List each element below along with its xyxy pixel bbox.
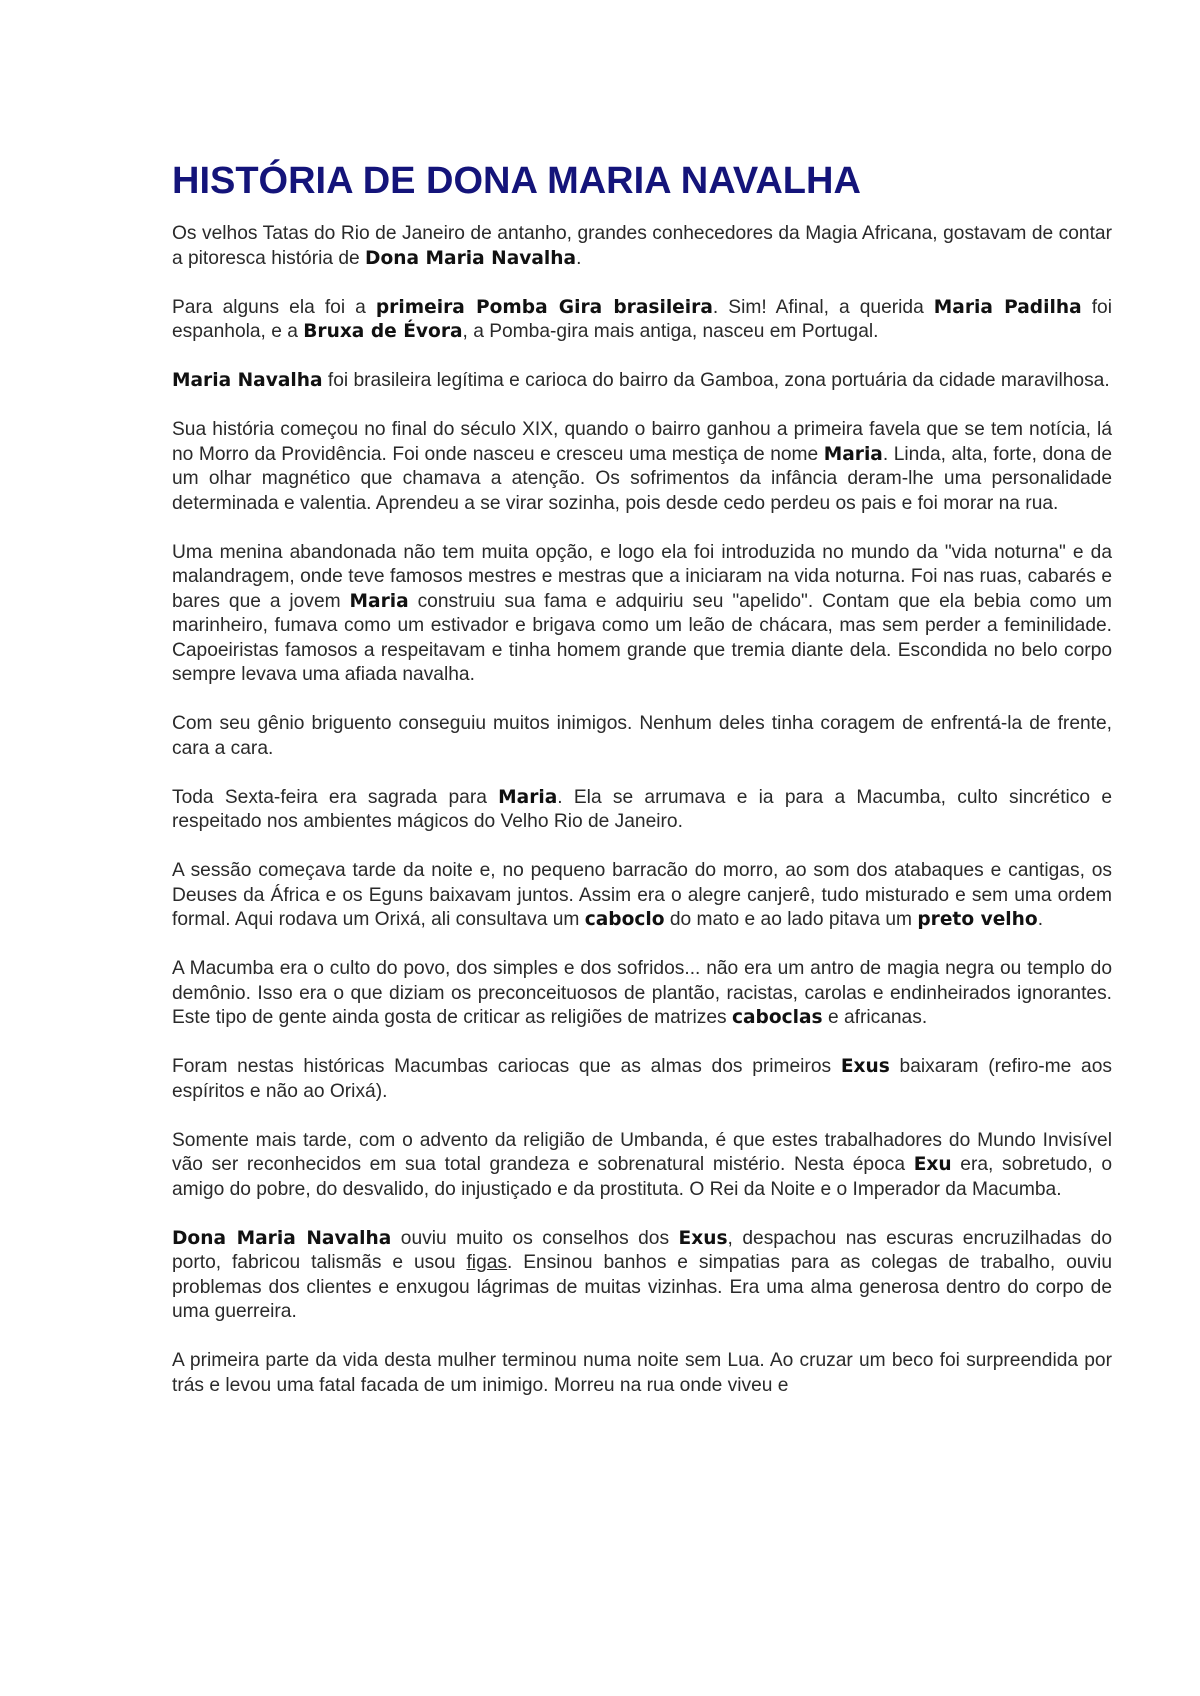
text-run: . Ensinou banhos e simpatias para as colegas de trabalho, ouviu problemas dos clientes e enxugou lágrimas de muitas vizinhas. Era uma alma generosa dentro do corpo de uma guerreira. [172,1252,1112,1322]
text-run: Somente mais tarde, com o advento da religião de Umbanda, é que estes trabalhadores do Mundo Invisível vão ser reconhecidos em sua total grandeza e sobrenatural mistério. Nesta época [172,1129,1112,1175]
text-run: . Ela se arrumava e ia para a Macumba, culto sincrético e respeitado nos ambientes mágicos do Velho Rio de Janeiro. [172,786,1112,832]
text-run: foi espanhola, e a [172,296,1112,342]
bold-text: Dona Maria Navalha [172,1227,392,1249]
text-run: . [576,247,582,269]
text-run: A sessão começava tarde da noite e, no pequeno barracão do morro, ao som dos atabaques e cantigas, os Deuses da África e os Eguns baixavam juntos. Assim era o alegre canjerê, tudo misturado e sem uma ordem formal. Aqui rodava um Orixá, ali consultava um [172,860,1112,930]
paragraph [172,222,1112,271]
text-run: . [1037,909,1044,930]
underlined-text: figas [466,1252,507,1273]
text-run: Sua história começou no final do século XIX, quando o bairro ganhou a primeira favela que se tem notícia, lá no Morro da Providência. Foi onde nasceu e cresceu uma mestiça de nome [172,419,1112,465]
paragraph [172,1129,1112,1203]
bold-text: Exus [678,1227,728,1249]
text-run: Foram nestas históricas Macumbas cariocas que as almas dos primeiros [172,1056,841,1077]
document-title: HISTÓRIA DE DONA MARIA NAVALHA [172,160,861,202]
bold-text: primeira Pomba Gira brasileira [375,296,713,318]
paragraph [172,369,1112,394]
paragraph [172,859,1112,933]
text-run: Os velhos Tatas do Rio de Janeiro de antanho, grandes conhecedores da Magia Africana, gostavam de contar a pitoresca história de [172,223,1112,269]
paragraph [172,957,1112,1031]
bold-text: Bruxa de Évora [303,321,463,342]
text-run: Toda Sexta-feira era sagrada para [172,786,499,808]
bold-text: preto velho [917,909,1038,930]
text-run: baixaram (refiro-me aos espíritos e não ao Orixá). [172,1056,1112,1102]
text-run: Com seu gênio briguento conseguiu muitos inimigos. Nenhum deles tinha coragem de enfrentá-la de frente, cara a cara. [172,713,1112,759]
text-run: , despachou nas escuras encruzilhadas do porto, fabricou talismãs e usou [172,1227,1112,1273]
text-run: era, sobretudo, o amigo do pobre, do desvalido, do injustiçado e da prostituta. O Rei da Noite e o Imperador da Macumba. [172,1154,1112,1200]
paragraph [172,418,1112,516]
text-run: do mato e ao lado pitava um [664,909,918,930]
document-body [172,222,1112,1398]
paragraph [172,541,1112,688]
bold-text: Exu [913,1154,952,1175]
text-run: foi brasileira legítima e carioca do bairro da Gamboa, zona portuária da cidade maravilhosa. [322,370,1110,391]
text-run: A primeira parte da vida desta mulher terminou numa noite sem Lua. Ao cruzar um beco foi surpreendida por trás e levou uma fatal facada de um inimigo. Morreu na rua onde viveu e [172,1350,1112,1396]
bold-text: caboclas [731,1007,823,1028]
document-page [172,158,1112,1423]
text-run: A Macumba era o culto do povo, dos simples e dos sofridos... não era um antro de magia negra ou templo do demônio. Isso era o que diziam os preconceituosos de plantão, racistas, carolas e endinheirados ignorantes. Este tipo de gente ainda gosta de criticar as religiões de matrizes [172,958,1112,1028]
bold-text: Maria [498,786,558,808]
text-run: , a Pomba-gira mais antiga, nasceu em Portugal. [462,321,879,342]
bold-text: caboclo [584,909,665,930]
bold-text: Maria Padilha [933,296,1082,318]
paragraph [172,1055,1112,1104]
bold-text: Maria [349,590,409,612]
paragraph [172,1349,1112,1398]
text-run: ouviu muito os conselhos dos [391,1227,679,1249]
text-run: e africanas. [822,1007,928,1028]
bold-text: Dona Maria Navalha [365,247,577,269]
text-run: construiu sua fama e adquiriu seu "apelido". Contam que ela bebia como um marinheiro, fumava como um estivador e brigava como um leão de chácara, mas sem perder a feminilidade. Capoeiristas famosos a respeitavam e tinha homem grande que tremia diante dela. Escondida no belo corpo sempre levava uma afiada navalha. [172,590,1112,685]
bold-text: Exus [840,1056,890,1077]
text-run: . Sim! Afinal, a querida [712,296,934,318]
text-run: Para alguns ela foi a [172,296,376,318]
bold-text: Maria Navalha [172,370,323,391]
paragraph [172,1227,1112,1325]
bold-text: Maria [823,443,883,465]
text-run: Uma menina abandonada não tem muita opção, e logo ela foi introduzida no mundo da "vida noturna" e da malandragem, onde teve famosos mestres e mestras que a iniciaram na vida noturna. Foi nas ruas, cabarés e bares que a jovem [172,541,1112,612]
paragraph [172,712,1112,761]
paragraph [172,296,1112,345]
paragraph [172,786,1112,835]
text-run: . Linda, alta, forte, dona de um olhar magnético que chamava a atenção. Os sofrimentos da infância deram-lhe uma personalidade determinada e valentia. Aprendeu a se virar sozinha, pois desde cedo perdeu os pais e foi morar na rua. [172,443,1112,514]
